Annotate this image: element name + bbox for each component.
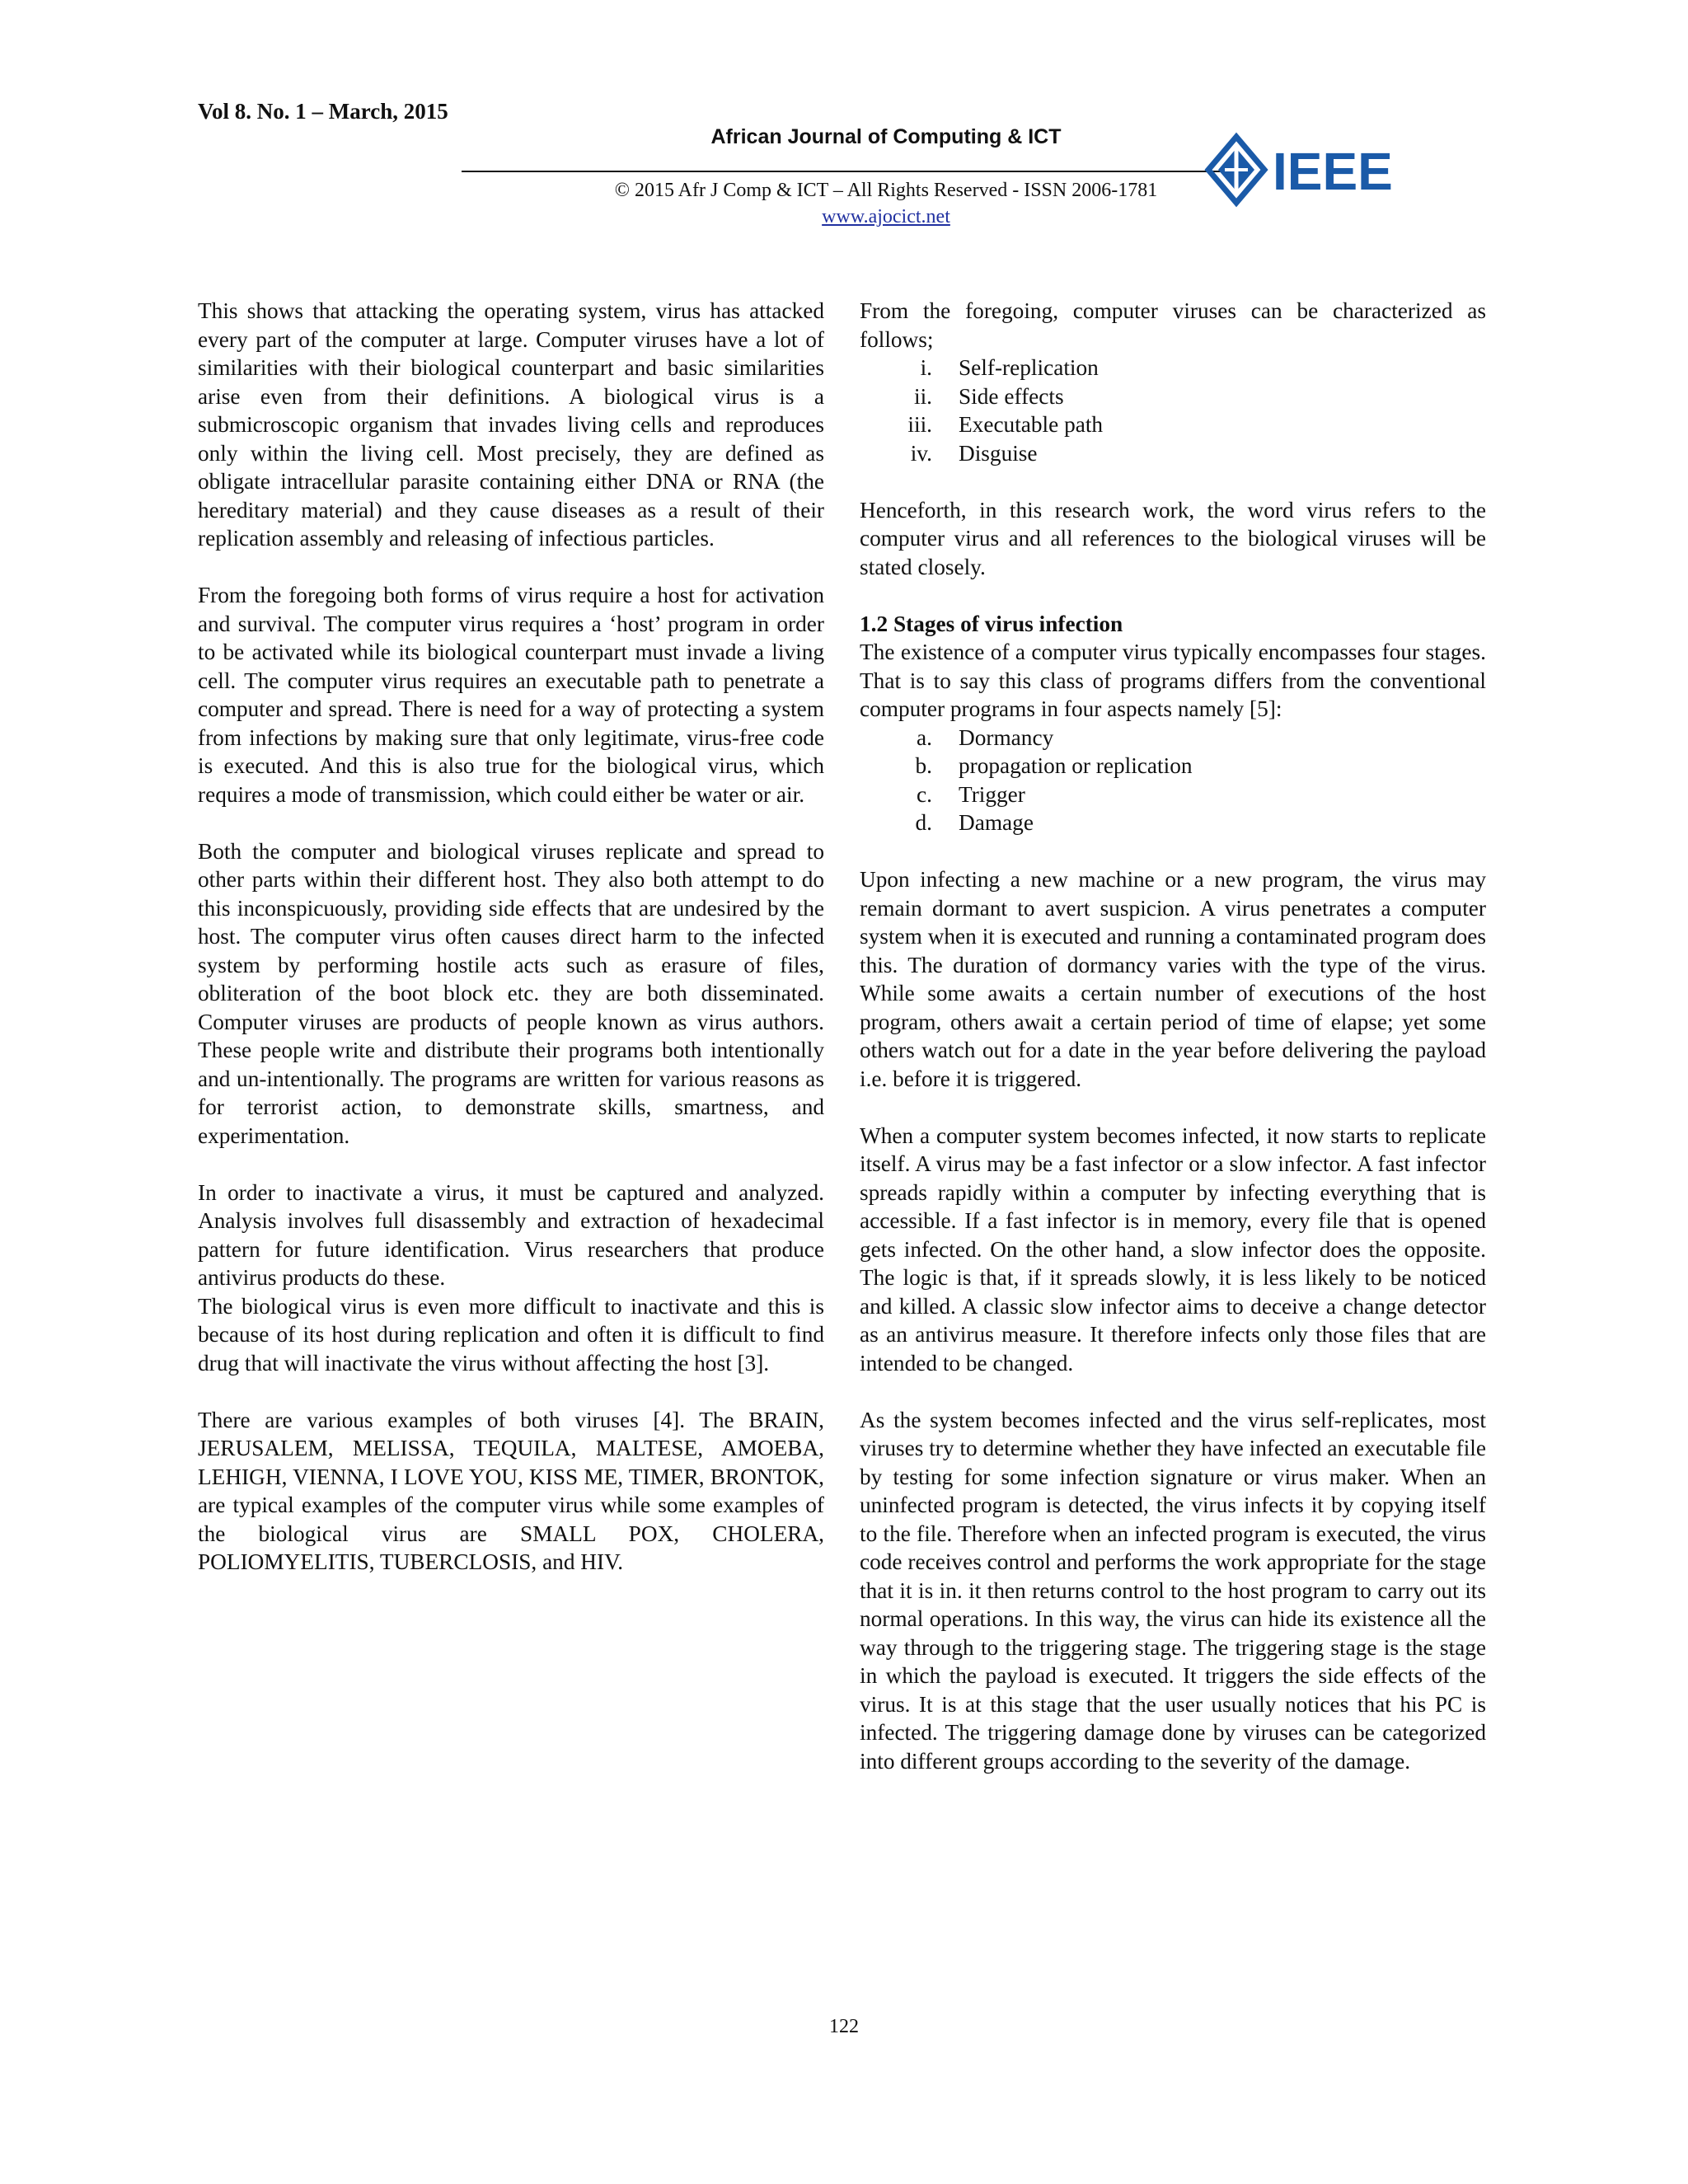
- left-paragraph-4: In order to inactivate a virus, it must be captured and analyzed. Analysis involves full disassembly and extraction of hexadecimal pattern for future identification. Virus researchers that produce antivirus products do these.: [198, 1179, 824, 1290]
- right-paragraph-4: Upon infecting a new machine or a new program, the virus may remain dormant to avert suspicion. A virus penetrates a computer system when it is executed and running a contaminated program does this. The duration of dormancy varies with the type of the virus. While some awaits a certain number of executions of the host program, others await a certain period of time of elapse; yet some others watch out for a date in the year before delivering the payload i.e. before it is triggered.: [860, 867, 1486, 1091]
- right-paragraph-2: Henceforth, in this research work, the word virus refers to the computer virus and all references to the biological viruses will be stated closely.: [860, 497, 1486, 579]
- list-item: iv. Disguise: [910, 440, 1038, 466]
- website-link[interactable]: www.ajocict.net: [822, 206, 950, 227]
- list-item: iii. Executable path: [907, 412, 1104, 437]
- list-item: c. Trigger: [917, 781, 1025, 807]
- left-paragraph-6: There are various examples of both viruses [4]. The BRAIN, JERUSALEM, MELISSA, TEQUILA, MALTESE, AMOEBA, LEHIGH, VIENNA, I LOVE YOU, KISS ME, TIMER, BRONTOK, are typical examples of the computer virus while some examples of the biological virus are SMALL POX, CHOLERA, POLIOMYELITIS, TUBERCLOSIS, and HIV.: [198, 1407, 824, 1574]
- list-item: i. Self-replication: [920, 355, 1099, 380]
- right-paragraph-1: From the foregoing, computer viruses can be characterized as follows;: [860, 298, 1486, 352]
- website-line: [462, 206, 1311, 228]
- right-paragraph-5: When a computer system becomes infected, it now starts to replicate itself. A virus may be a fast infector or a slow infector. A fast infector spreads rapidly within a computer by infecting everything that is accessible. If a fast infector is in memory, every file that is opened gets infected. On the other hand, a slow infector does the opposite. The logic is that, if it spreads slowly, it is less likely to be noticed and killed. A classic slow infector aims to deceive a change detector as an antivirus measure. It therefore infects only those files that are intended to be changed.: [860, 1122, 1486, 1376]
- ieee-logo-text: IEEE: [1273, 142, 1393, 201]
- left-paragraph-3: Both the computer and biological viruses replicate and spread to other parts within their different host. They also both attempt to do this inconspicuously, providing side effects that are undesired by the host. The computer virus often causes direct harm to the infected system by performing hostile acts such as erasure of files, obliteration of the boot block etc. they are both disseminated. Computer viruses are products of people known as virus authors. These people write and distribute their programs both intentionally and un-intentionally. The programs are written for various reasons as for terrorist action, to demonstrate skills, smartness, and experimentation.: [198, 838, 824, 1148]
- left-column: [198, 297, 824, 1605]
- list-item: d. Damage: [915, 810, 1034, 835]
- list-item: b. propagation or replication: [915, 753, 1193, 778]
- left-paragraph-1: This shows that attacking the operating system, virus has attacked every part of the computer at large. Computer viruses have a lot of similarities with their biological counterpart and basic similarities arise even from their definitions. A biological virus is a submicroscopic organism that invades living cells and reproduces only within the living cell. Most precisely, they are defined as obligate intracellular parasite containing either DNA or RNA (the hereditary material) and they cause diseases as a result of their replication assembly and releasing of infectious particles.: [198, 298, 824, 551]
- header-rule: [462, 171, 1228, 172]
- page-number: 122: [829, 2016, 859, 2037]
- section-heading: 1.2 Stages of virus infection: [860, 611, 1123, 636]
- list-item: a. Dormancy: [917, 724, 1054, 750]
- ieee-logo: [1203, 130, 1401, 209]
- copyright-line: © 2015 Afr J Comp & ICT – All Rights Reserved - ISSN 2006-1781: [614, 180, 1158, 201]
- right-column: [860, 297, 1486, 1804]
- left-paragraph-2: From the foregoing both forms of virus require a host for activation and survival. The computer virus requires a ‘host’ program in order to be activated while its biological counterpart must invade a living cell. The computer virus requires an executable path to penetrate a computer and spread. There is need for a way of protecting a system from infections by making sure that only legitimate, virus-free code is executed. And this is also true for the biological virus, which requires a mode of transmission, which could either be water or air.: [198, 583, 824, 807]
- right-paragraph-3: The existence of a computer virus typically encompasses four stages. That is to say this class of programs differs from the conventional computer programs in four aspects namely [5]:: [860, 640, 1486, 721]
- ieee-logo-icon: [1203, 130, 1401, 209]
- stages-list: [860, 724, 1486, 837]
- volume-label: Vol 8. No. 1 – March, 2015: [198, 99, 448, 124]
- list-item: ii. Side effects: [914, 383, 1064, 409]
- left-paragraph-5: The biological virus is even more difficult to inactivate and this is because of its host during replication and often it is difficult to find drug that will inactivate the virus without affecting the host [3].: [198, 1293, 824, 1376]
- journal-title: African Journal of Computing & ICT: [710, 125, 1062, 148]
- characteristics-list: [860, 354, 1486, 467]
- right-paragraph-6: As the system becomes infected and the virus self-replicates, most viruses try to determine whether they have infected an executable file by testing for some infection signature or virus maker. When an uninfected program is detected, the virus infects it by copying itself to the file. Therefore when an infected program is executed, the virus code receives control and performs the work appropriate for the stage that it is in. it then returns control to the host program to carry out its normal operations. In this way, the virus can hide its existence all the way through to the triggering stage. The triggering stage is the stage in which the payload is executed. It triggers the side effects of the virus. It is at this stage that the user usually notices that his PC is infected. The triggering damage done by viruses can be categorized into different groups according to the severity of the damage.: [860, 1407, 1486, 1774]
